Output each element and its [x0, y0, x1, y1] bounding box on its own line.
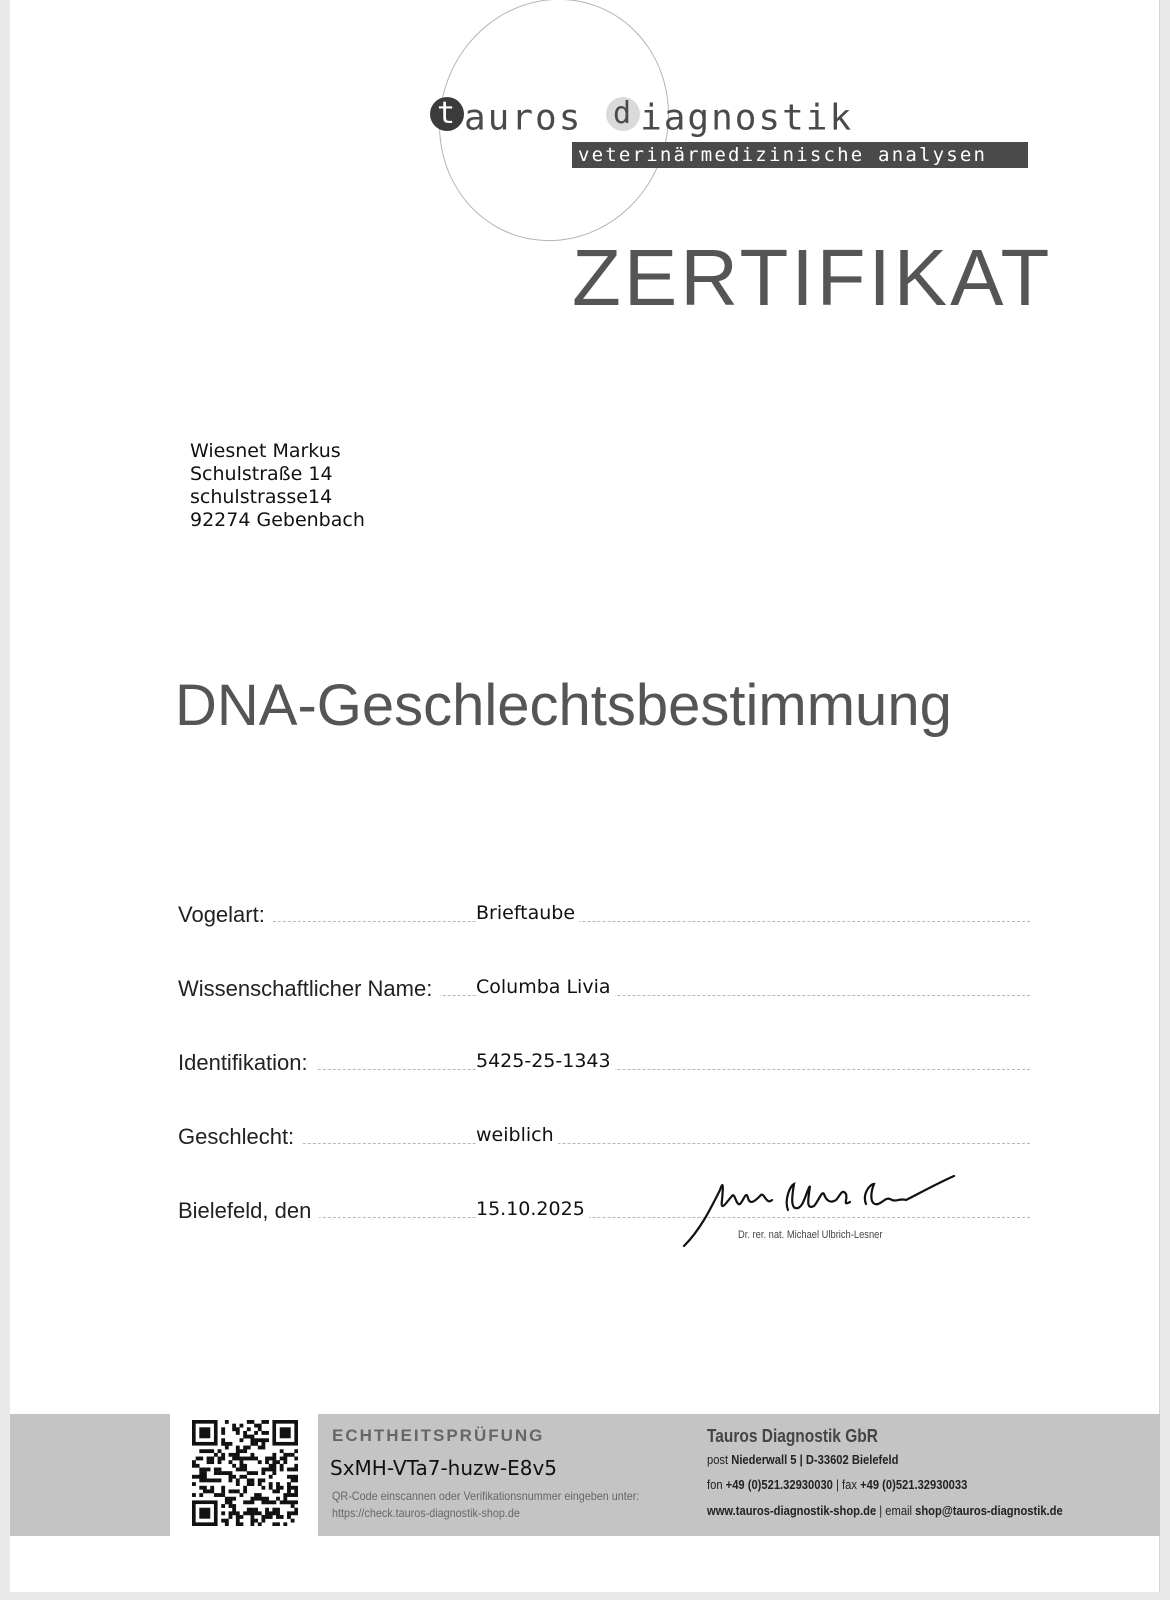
field-label: Identifikation:	[178, 1050, 316, 1076]
logo-d-circle: d	[606, 97, 640, 131]
field-value: 15.10.2025	[476, 1198, 589, 1220]
email-label: | email	[879, 1503, 913, 1518]
address-line3: schulstrasse14	[190, 486, 333, 508]
document-heading: DNA-Geschlechtsbestimmung	[175, 673, 952, 738]
certificate-title: ZERTIFIKAT	[572, 233, 1053, 322]
company-email: shop@tauros-diagnostik.de	[915, 1503, 1063, 1518]
post-value: Niederwall 5 | D-33602 Bielefeld	[731, 1452, 899, 1467]
company-post	[707, 1447, 1063, 1472]
field-species	[178, 894, 1030, 928]
verification-title: ECHTHEITSPRÜFUNG	[332, 1426, 545, 1445]
qr-code-icon	[192, 1420, 298, 1526]
fax-value: +49 (0)521.32930033	[860, 1477, 968, 1492]
field-value: 5425-25-1343	[476, 1050, 615, 1072]
field-label: Vogelart:	[178, 902, 273, 928]
fon-label: fon	[707, 1477, 723, 1492]
verification-note	[332, 1488, 639, 1522]
recipient-address	[190, 440, 365, 532]
field-value: Columba Livia	[476, 976, 615, 998]
verification-url: https://check.tauros-diagnostik-shop.de	[332, 1506, 520, 1520]
company-info	[707, 1426, 1063, 1523]
post-label: post	[707, 1452, 729, 1467]
dotted-line	[178, 921, 1030, 922]
logo-tagline: veterinärmedizinische analysen	[572, 142, 1028, 168]
address-name: Wiesnet Markus	[190, 440, 341, 462]
footer	[10, 1414, 1160, 1536]
field-label: Bielefeld, den	[178, 1198, 319, 1224]
field-scientific-name	[178, 968, 1030, 1002]
field-sex	[178, 1116, 1030, 1150]
certificate-page	[10, 0, 1160, 1592]
company-web	[707, 1498, 1063, 1523]
field-label: Wissenschaftlicher Name:	[178, 976, 440, 1002]
company-logo	[430, 96, 853, 144]
address-street: Schulstraße 14	[190, 463, 333, 485]
logo-word-iagnostik: iagnostik	[640, 97, 854, 139]
logo-word-auros: auros	[464, 97, 583, 139]
company-website: www.tauros-diagnostik-shop.de	[707, 1503, 877, 1518]
field-value: weiblich	[476, 1124, 558, 1146]
qr-code-container	[170, 1414, 318, 1536]
verification-note-line1: QR-Code einscannen oder Verifikationsnummer eingeben unter:	[332, 1489, 640, 1503]
company-phone	[707, 1472, 1063, 1498]
fon-value: +49 (0)521.32930030	[725, 1477, 833, 1492]
verification-code: SxMH-VTa7-huzw-E8v5	[330, 1456, 558, 1480]
logo-t-circle: t	[430, 97, 464, 131]
fax-label: | fax	[836, 1477, 857, 1492]
field-identification	[178, 1042, 1030, 1076]
field-value: Brieftaube	[476, 902, 579, 924]
address-city: 92274 Gebenbach	[190, 509, 365, 531]
signature-caption: Dr. rer. nat. Michael Ulbrich-Lesner	[738, 1229, 883, 1241]
field-label: Geschlecht:	[178, 1124, 302, 1150]
company-name: Tauros Diagnostik GbR	[707, 1426, 878, 1446]
dotted-line	[178, 1143, 1030, 1144]
